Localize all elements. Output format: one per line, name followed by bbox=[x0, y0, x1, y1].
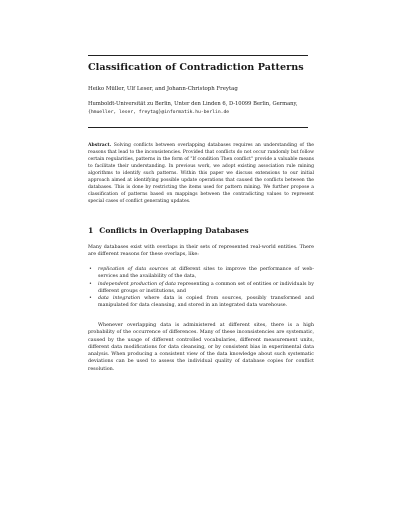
list-item-term: replication of data sources bbox=[98, 266, 169, 272]
paper-title: Classification of Contradiction Patterns bbox=[88, 62, 304, 73]
list-item-text: representing a common set of entities or individuals by different groups or institutions, and bbox=[98, 280, 314, 294]
author-list: Heiko Müller, Ulf Leser, and Johann-Christoph Freytag bbox=[88, 86, 238, 92]
bullet-glyph: • bbox=[89, 295, 92, 302]
affiliation-email: {hmueller, leser, freytag}@informatik.hu-berlin.de bbox=[88, 109, 230, 115]
list-item bbox=[88, 295, 314, 310]
list-item bbox=[88, 266, 314, 281]
list-item-term: independent production of data bbox=[98, 280, 176, 287]
section-title: Conflicts in Overlapping Databases bbox=[99, 226, 249, 235]
paragraph-inconsistencies: Whenever overlapping data is administered at different sites, there is a high probability of the occurrence of differences. Many of these inconsistencies are systematic, caused by the usage of different controlled vocabularies, different measurement units, different data modifications for data cleansing, or by consistent bias in experimental data analysis. When producing a consistent view of the data knowledge about such systematic deviations can be used to assess the individual quality of database copies for conflict resolution. bbox=[88, 322, 314, 372]
list-item-text: where data is copied from sources, possibly transformed and manipulated for data cleansing, and stored in an integrated data warehouse. bbox=[98, 295, 314, 309]
list-item-text: at different sites to improve the performance of web-services and the availability of the data, bbox=[98, 266, 314, 280]
section-number: 1 bbox=[88, 226, 94, 235]
header-rule bbox=[88, 127, 308, 128]
abstract-label: Abstract. bbox=[88, 143, 112, 148]
bullet-glyph: • bbox=[89, 266, 92, 272]
bullet-glyph: • bbox=[89, 280, 92, 287]
top-rule bbox=[88, 55, 308, 56]
paragraph-intro: Many databases exist with overlaps in their sets of represented real-world entities. There are different reasons for these overlaps, like: bbox=[88, 244, 314, 258]
list-item bbox=[88, 281, 314, 296]
affiliation bbox=[88, 101, 297, 116]
abstract bbox=[88, 142, 314, 205]
list-item-term: data integration bbox=[98, 295, 141, 302]
affiliation-address: Humboldt-Universität zu Berlin, Unter den Linden 6, D-10099 Berlin, Germany, bbox=[88, 101, 298, 107]
reasons-list bbox=[88, 266, 314, 310]
section-heading bbox=[88, 226, 249, 235]
abstract-text: Solving conflicts between overlapping databases requires an understanding of the reasons that lead to the inconsistencies. Provided that conflicts do not occur randomly but follow certain regularities, patterns in the form of "If condition Then conflict" provide a valuable means to facilitate their understanding. In previous work, we adopt existing association rule mining algorithms to identify such patterns. Within this paper we discuss extensions to our initial approach aimed at identifying possible update operations that caused the conflicts between the databases. This is done by restricting the items used for pattern mining. We further propose a classification of patterns based on mappings between the contradicting values to represent special cases of conflict generating updates. bbox=[88, 143, 314, 205]
